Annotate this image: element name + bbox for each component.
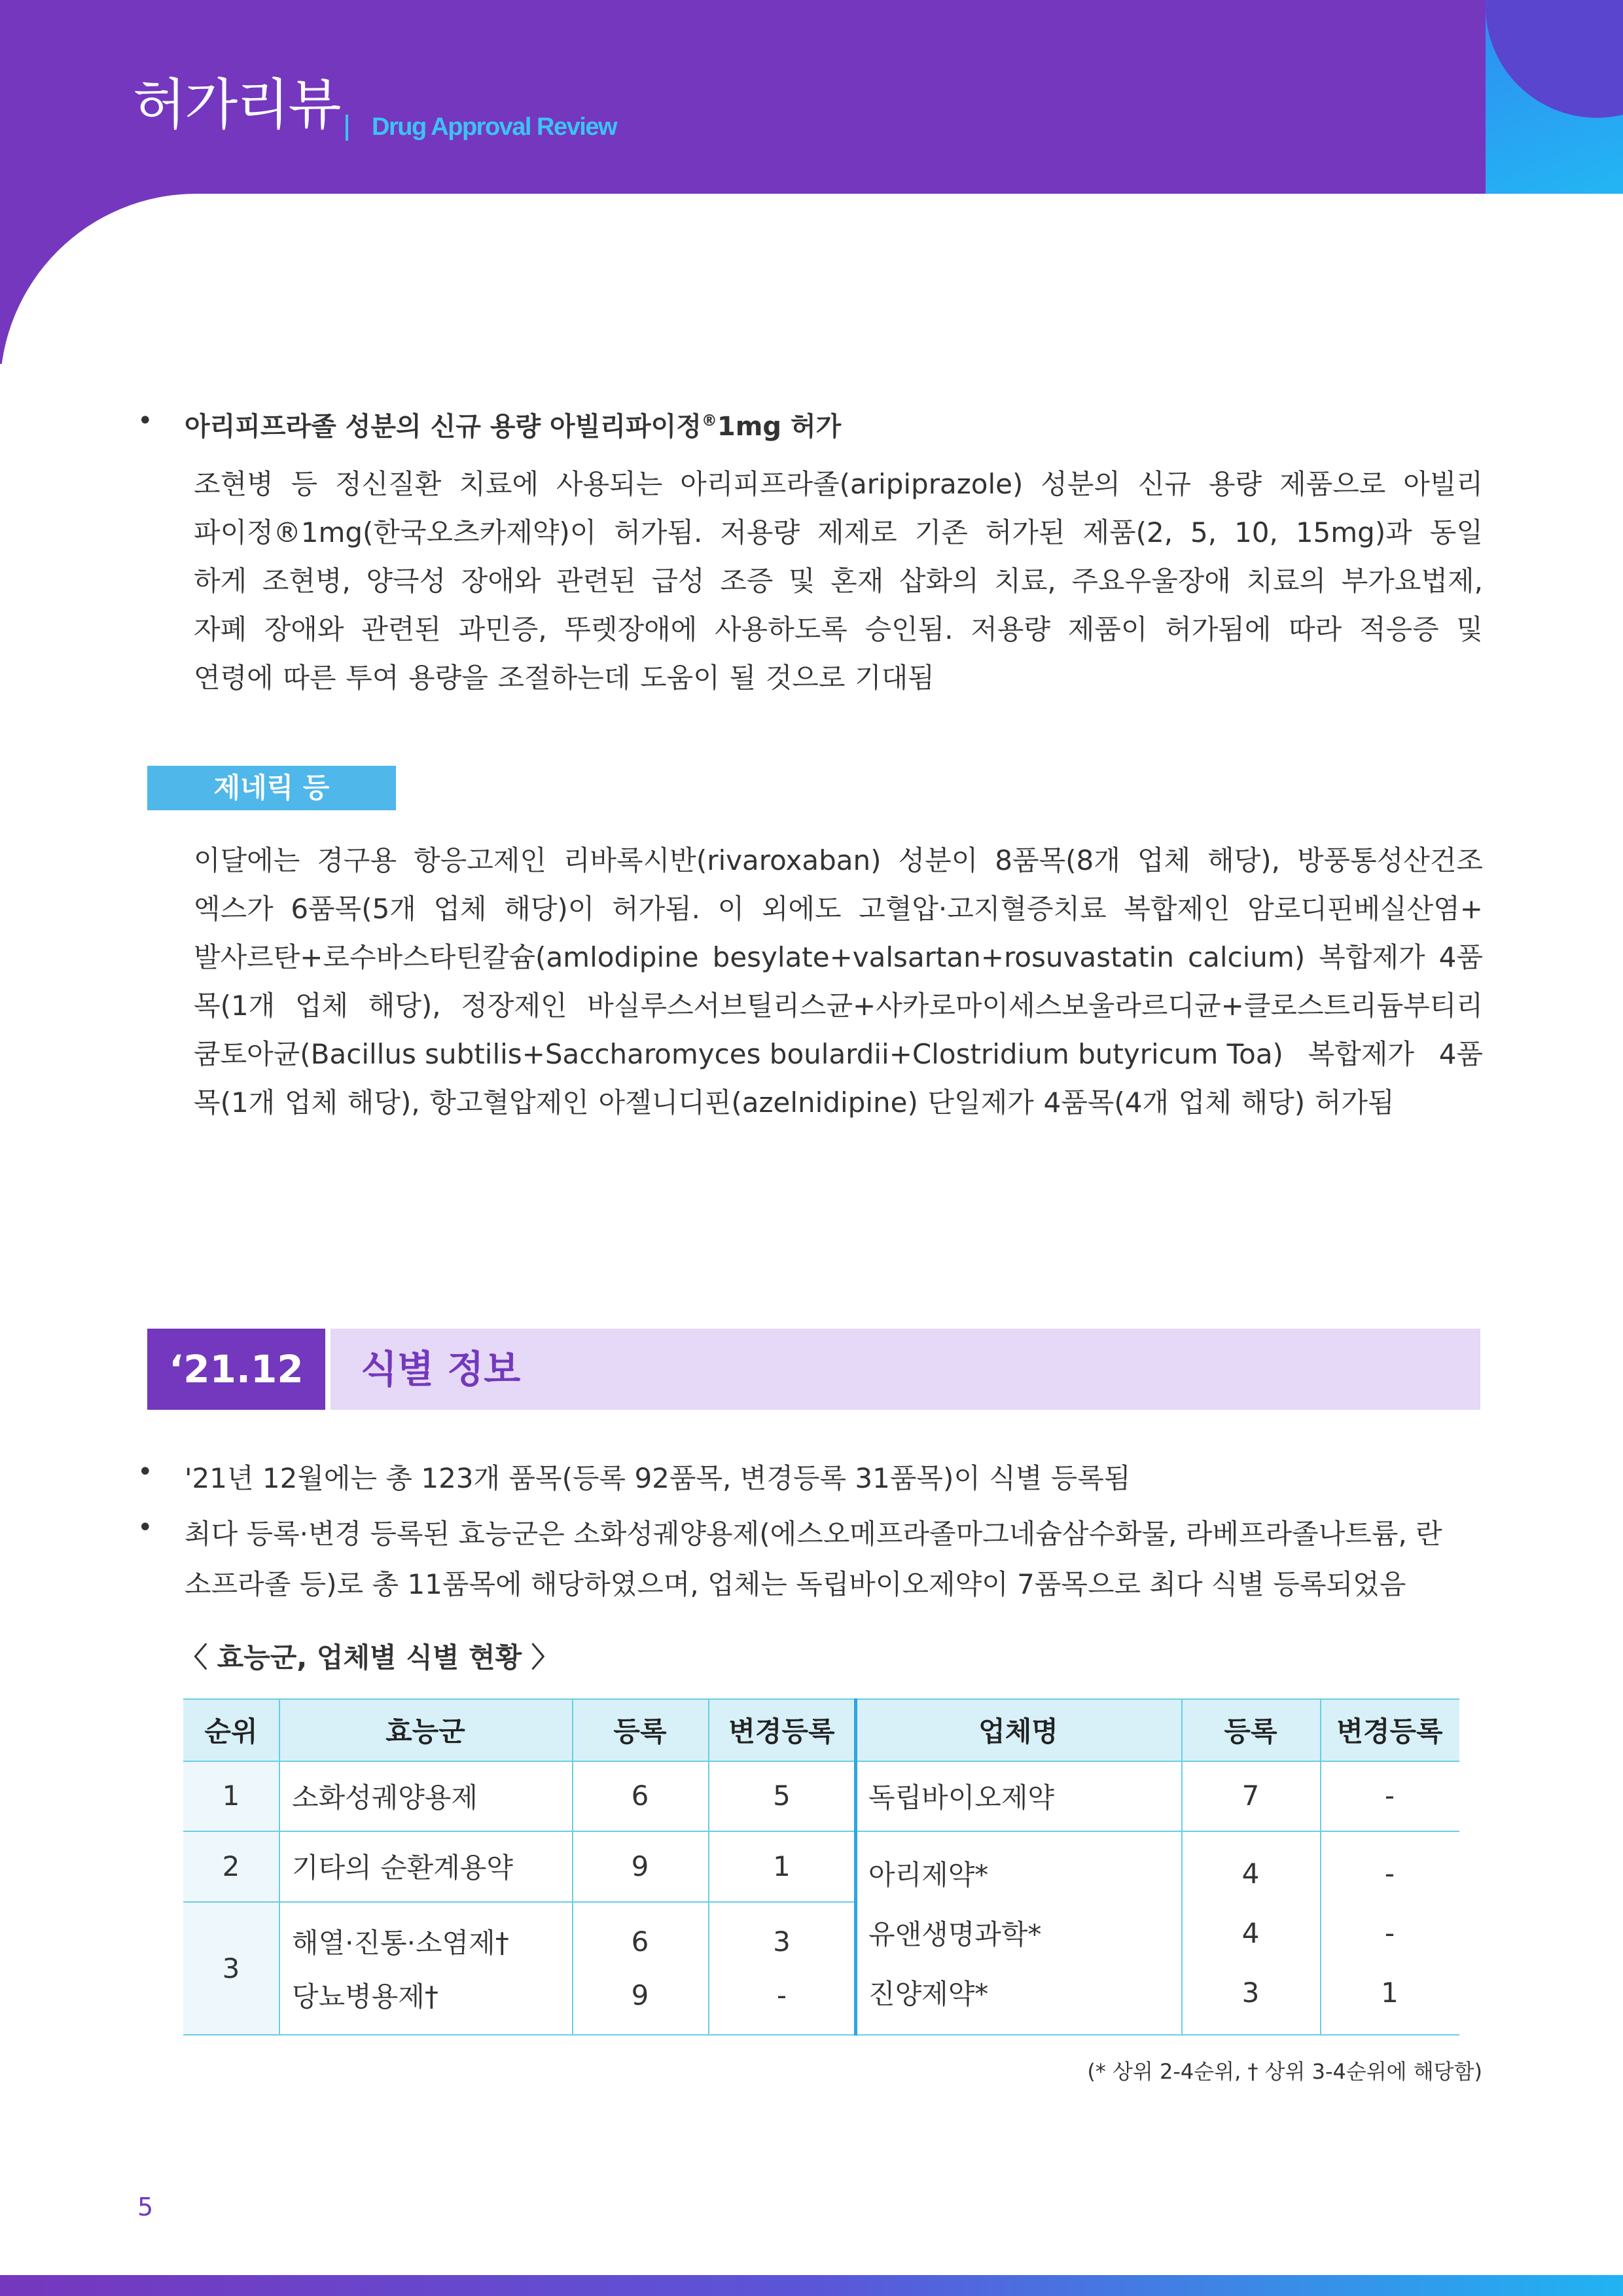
- paragraph-line: [194, 654, 1483, 702]
- word: 복합제가: [1319, 941, 1425, 973]
- word: 파이정®1mg(한국오츠카제약)이: [194, 516, 597, 548]
- class-name: 당뇨병용제†: [292, 1981, 438, 2013]
- word: 10,: [1234, 516, 1278, 548]
- word: 목(1개: [194, 1086, 276, 1119]
- company-chg: 1: [1381, 1976, 1399, 2009]
- word: 동일: [1429, 516, 1483, 548]
- table-rule: [183, 1901, 855, 1903]
- word: 투여: [346, 662, 399, 694]
- paragraph-line: [194, 605, 1483, 654]
- header-title: 허가리뷰: [133, 73, 340, 137]
- word: 해당),: [368, 990, 441, 1022]
- word: 급성: [651, 565, 705, 597]
- word: 성분의: [1041, 468, 1120, 500]
- page-number: 5: [137, 2193, 154, 2221]
- table-caption: 〈 효능군, 업체별 식별 현황 〉: [180, 1641, 559, 1674]
- word: 조현병: [194, 468, 274, 500]
- word: 연령에: [194, 662, 274, 694]
- word: 이: [717, 893, 745, 925]
- word: 뚜렛장애에: [564, 613, 698, 645]
- word: 바실루스서브틸리스균+사카로마이세스보울라르디균+클로스트리듐부티리: [587, 990, 1483, 1022]
- id-bullet-2: 최다 등록·변경 등록된 효능군은 소화성궤양용제(에스오메프라졸마그네슘삼수화물, 라베프라졸나트륨, 란: [185, 1518, 1442, 1550]
- class-reg: 9: [631, 1850, 649, 1882]
- word: 주요우울장애: [1071, 565, 1231, 597]
- table-rule: [183, 1761, 1459, 1762]
- word: 사용하도록: [714, 613, 847, 645]
- word: 용량을: [408, 662, 488, 694]
- word: 아젤니디핀(azelnidipine): [598, 1086, 918, 1119]
- word: 제품이: [1067, 613, 1148, 645]
- table-rule: [708, 1698, 709, 2036]
- word: 복합제인: [1124, 893, 1230, 925]
- paragraph-line: [194, 1030, 1483, 1079]
- generic-tag: 제네릭 등: [147, 766, 396, 810]
- word: 업체: [1178, 1086, 1232, 1119]
- word: 도움이: [640, 662, 720, 694]
- rank-cell: 3: [183, 1901, 279, 2036]
- word: 허가됨.: [614, 516, 703, 548]
- company-name: 유앤생명과학*: [868, 1918, 1042, 1950]
- table-rule: [183, 1831, 1459, 1832]
- word: 8품목(8개: [995, 844, 1120, 876]
- word: 15mg)과: [1295, 516, 1412, 548]
- word: 기대됨: [855, 662, 935, 694]
- th-rank: 순위: [183, 1698, 279, 1761]
- bullet-icon: •: [137, 1457, 153, 1487]
- word: 리바록시반(rivaroxaban): [563, 844, 882, 876]
- table-footnote: (* 상위 2-4순위, † 상위 3-4순위에 해당함): [1087, 2059, 1482, 2084]
- header-separator: [346, 115, 348, 141]
- word: 삽화의: [899, 565, 979, 597]
- generic-paragraph: [194, 836, 1483, 1127]
- word: 용량: [1208, 468, 1262, 500]
- company-reg: 4: [1241, 1916, 1260, 1949]
- class-chg: 3: [773, 1925, 791, 1958]
- word: 장애와: [264, 613, 344, 645]
- word: 저용량: [720, 516, 800, 548]
- class-reg: 6: [631, 1780, 649, 1812]
- word: 및: [1456, 613, 1483, 645]
- id-bullet-2-cont: 소프라졸 등)로 총 11품목에 해당하였으며, 업체는 독립바이오제약이 7품목으로 최다 식별 등록되었음: [185, 1568, 1406, 1600]
- table-divider: [854, 1698, 857, 2036]
- word: 허가됨에: [1165, 613, 1272, 645]
- th-reg: 등록: [572, 1698, 708, 1761]
- word: 엑스가: [194, 893, 274, 925]
- section-title: 식별 정보: [330, 1329, 1480, 1410]
- word: 치료에: [459, 468, 539, 500]
- word: 자폐: [194, 613, 247, 645]
- word: 해당): [1241, 1086, 1306, 1119]
- word: 4품목(4개: [1043, 1086, 1169, 1119]
- word: 관련된: [361, 613, 441, 645]
- rank-cell: 1: [183, 1761, 279, 1831]
- word: 쿰토아균(Bacillus subtilis+Saccharomyces boulardii+Clostridium butyricum Toa): [194, 1038, 1283, 1070]
- company-reg: 3: [1241, 1976, 1260, 2009]
- word: 저용량: [971, 613, 1051, 645]
- word: 업체: [294, 990, 349, 1022]
- footer-bar: [0, 2275, 1623, 2296]
- paragraph-line: [194, 982, 1483, 1030]
- word: 아리피프라졸(aripiprazole): [680, 468, 1024, 500]
- word: 단일제가: [927, 1086, 1034, 1119]
- word: 경구용: [317, 844, 397, 876]
- th-chg: 변경등록: [708, 1698, 855, 1761]
- table-rule: [279, 1698, 280, 2036]
- word: 장애와: [461, 565, 541, 597]
- word: 4품: [1438, 1038, 1483, 1070]
- word: 조현병,: [262, 565, 351, 597]
- word: 관련된: [556, 565, 636, 597]
- word: 해당),: [347, 1086, 420, 1119]
- word: 허가됨.: [611, 893, 701, 925]
- company-reg: 4: [1241, 1857, 1260, 1890]
- table-rule: [1181, 1698, 1183, 2036]
- word: 고혈압·고지혈증치료: [859, 893, 1107, 925]
- word: 6품목(5개: [291, 893, 416, 925]
- word: 목(1개: [194, 990, 276, 1022]
- word: 조절하는데: [497, 662, 631, 694]
- approval-paragraph: [194, 460, 1483, 702]
- word: 해당)이: [504, 893, 595, 925]
- word: 제품으로: [1279, 468, 1386, 500]
- word: besylate+valsartan+rosuvastatin: [712, 941, 1174, 973]
- class-name: 소화성궤양용제: [292, 1781, 478, 1814]
- word: 4품: [1438, 941, 1483, 973]
- word: 치료,: [994, 565, 1056, 597]
- company-name: 아리제약*: [868, 1859, 989, 1891]
- word: 정신질환: [335, 468, 442, 500]
- id-bullet-1: '21년 12월에는 총 123개 품목(등록 92품목, 변경등록 31품목)이 식별 등록됨: [185, 1462, 1131, 1494]
- word: 조증: [720, 565, 774, 597]
- word: 사용되는: [556, 468, 663, 500]
- word: 기존: [914, 516, 968, 548]
- word: 아빌리: [1403, 468, 1483, 500]
- word: 항응고제인: [414, 844, 546, 876]
- bullet-icon: •: [137, 1513, 153, 1543]
- approval-heading: 아리피프라졸 성분의 신규 용량 아빌리파이정®1mg 허가: [185, 411, 842, 442]
- word: 이달에는: [194, 844, 300, 876]
- word: 신규: [1137, 468, 1192, 500]
- identification-table: [183, 1698, 1459, 2036]
- section-period: ‘21.12: [147, 1329, 325, 1410]
- word: 될: [729, 662, 757, 694]
- word: 성분이: [898, 844, 978, 876]
- class-chg: -: [776, 1979, 787, 2011]
- class-name: 해열·진통·소염제†: [292, 1927, 509, 1959]
- table-rule: [183, 2034, 1459, 2036]
- word: 따라: [1289, 613, 1342, 645]
- company-reg: 7: [1241, 1780, 1260, 1812]
- class-chg: 1: [773, 1850, 791, 1882]
- word: 및: [788, 565, 815, 597]
- paragraph-line: [194, 460, 1483, 509]
- word: calcium): [1188, 941, 1306, 973]
- word: 제품(2,: [1082, 516, 1173, 548]
- header-subtitle: Drug Approval Review: [372, 113, 617, 141]
- word: 복합제가: [1308, 1038, 1414, 1070]
- rank-cell: 2: [183, 1831, 279, 1901]
- word: 것으로: [765, 662, 846, 694]
- paragraph-line: [194, 1079, 1483, 1127]
- company-name: 독립바이오제약: [868, 1781, 1055, 1814]
- word: 5,: [1190, 516, 1217, 548]
- word: 등: [291, 468, 318, 500]
- paragraph-line: [194, 509, 1483, 557]
- paragraph-line: [194, 885, 1483, 933]
- class-reg: 6: [631, 1925, 649, 1958]
- th-company-chg: 변경등록: [1320, 1698, 1459, 1761]
- class-name: 기타의 순환계용약: [292, 1852, 513, 1884]
- word: 양극성: [366, 565, 446, 597]
- class-chg: 5: [773, 1780, 791, 1812]
- word: 하게: [194, 565, 247, 597]
- paragraph-line: [194, 557, 1483, 605]
- table-rule: [572, 1698, 573, 2036]
- word: 제제로: [817, 516, 897, 548]
- word: 적응증: [1359, 613, 1439, 645]
- word: 과민증,: [458, 613, 547, 645]
- th-company: 업체명: [855, 1698, 1181, 1761]
- paragraph-line: [194, 933, 1483, 982]
- word: 따른: [283, 662, 336, 694]
- table-rule: [1320, 1698, 1321, 2036]
- word: 업체: [284, 1086, 338, 1119]
- word: 허가된: [985, 516, 1065, 548]
- th-company-reg: 등록: [1181, 1698, 1320, 1761]
- word: 방풍통성산건조: [1296, 844, 1483, 876]
- word: 부가요법제,: [1341, 565, 1483, 597]
- table-rule: [183, 1698, 1459, 1700]
- word: 업체: [1137, 844, 1191, 876]
- paragraph-line: [194, 836, 1483, 885]
- word: 암로디핀베실산염+: [1247, 893, 1483, 925]
- word: 승인됨.: [865, 613, 954, 645]
- word: 치료의: [1246, 565, 1327, 597]
- word: 발사르탄+로수바스타틴칼슘(amlodipine: [194, 941, 699, 973]
- company-name: 진양제약*: [868, 1978, 989, 2010]
- word: 해당),: [1207, 844, 1280, 876]
- word: 항고혈압제인: [429, 1086, 589, 1119]
- word: 업체: [433, 893, 487, 925]
- th-class: 효능군: [279, 1698, 572, 1761]
- word: 혼재: [830, 565, 884, 597]
- word: 정장제인: [461, 990, 567, 1022]
- word: 외에도: [761, 893, 842, 925]
- word: 허가됨: [1314, 1086, 1395, 1119]
- company-chg: -: [1384, 1857, 1395, 1890]
- class-reg: 9: [631, 1979, 649, 2011]
- company-chg: -: [1384, 1916, 1395, 1949]
- bullet-icon: •: [137, 406, 153, 436]
- company-chg: -: [1384, 1780, 1395, 1812]
